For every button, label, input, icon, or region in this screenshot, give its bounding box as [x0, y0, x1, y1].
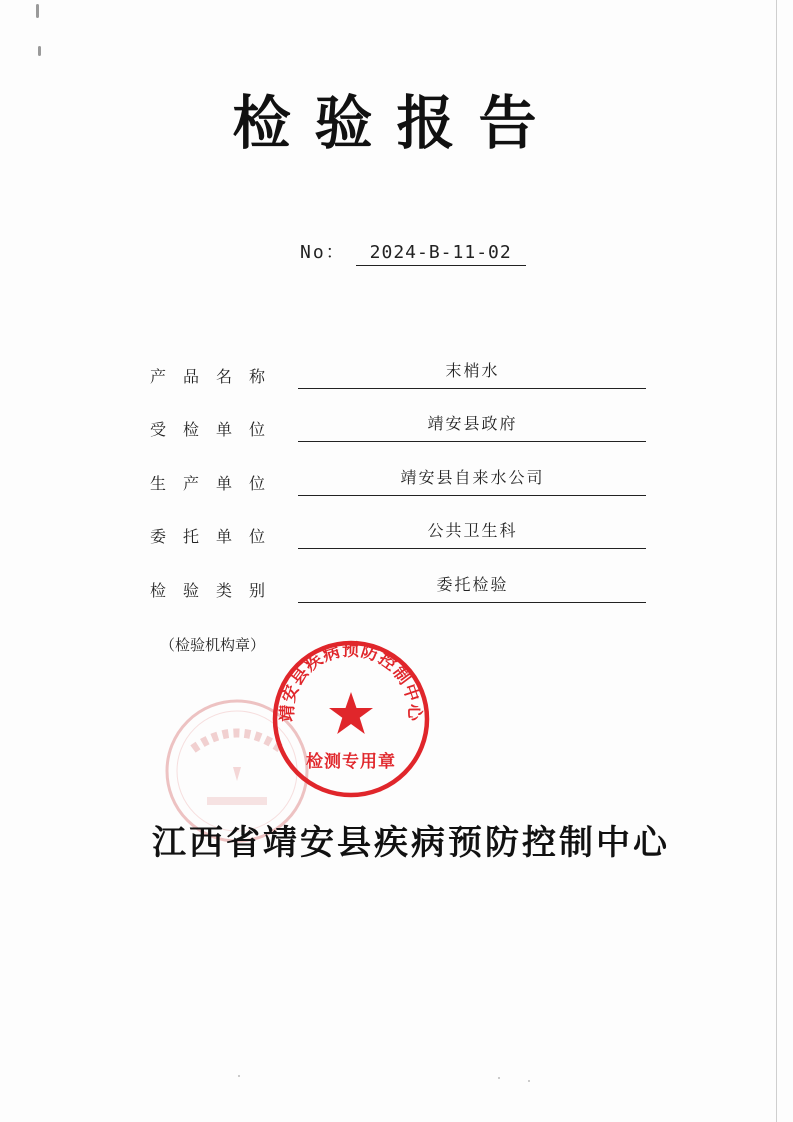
field-label: 产品名称: [150, 367, 283, 386]
field-row-inspection-type: [150, 575, 650, 614]
field-row-inspected-unit: [150, 414, 650, 453]
scan-speck: [238, 1075, 240, 1077]
report-number-value: 2024-B-11-02: [356, 242, 526, 266]
field-underline: [298, 548, 646, 549]
field-underline: [298, 495, 646, 496]
official-red-seal: [270, 638, 432, 800]
scan-speck: [498, 1077, 500, 1079]
field-row-production-unit: [150, 468, 650, 507]
organization-name: 江西省靖安县疾病预防控制中心: [152, 823, 670, 863]
field-row-product-name: [150, 361, 650, 400]
seal-bottom-text: 检测专用章: [306, 752, 396, 772]
field-label: 检验类别: [150, 581, 283, 600]
field-value: 靖安县政府: [427, 414, 518, 433]
field-value: 公共卫生科: [427, 521, 518, 540]
field-underline: [298, 388, 646, 389]
field-row-commissioning-unit: [150, 521, 650, 560]
field-label: 委托单位: [150, 527, 283, 546]
report-title: 检验报告: [232, 89, 561, 157]
star-icon: [329, 692, 373, 734]
report-number-label: No：: [300, 242, 346, 263]
seal-caption: （检验机构章）: [160, 636, 266, 654]
scan-speck: [528, 1080, 530, 1082]
field-value: 委托检验: [436, 575, 509, 594]
field-label: 受检单位: [150, 420, 283, 439]
field-value: 靖安县自来水公司: [400, 468, 545, 487]
seal-ring-text: 靖安县疾病预防控制中心: [277, 640, 425, 722]
field-underline: [298, 441, 646, 442]
field-value: 末梢水: [445, 361, 500, 380]
field-underline: [298, 602, 646, 603]
field-label: 生产单位: [150, 474, 283, 493]
